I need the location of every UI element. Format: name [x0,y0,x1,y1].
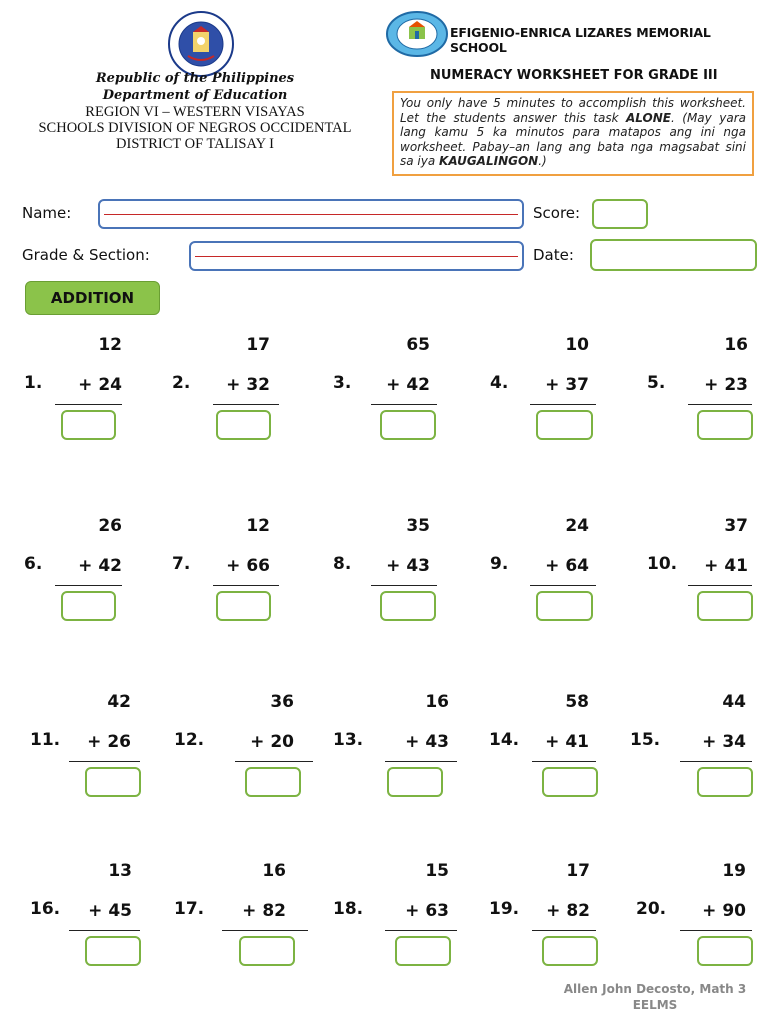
problem-number: 19. [489,899,520,919]
addend-bottom: + 42 [78,556,122,576]
answer-box[interactable] [536,591,593,621]
date-field[interactable] [590,239,757,271]
sum-line [688,404,752,405]
addend-top: 26 [98,516,122,536]
addend-bottom: + 43 [386,556,430,576]
sum-line [213,404,279,405]
addend-top: 65 [406,335,430,355]
sum-line [371,404,437,405]
addend-bottom: + 63 [405,901,449,921]
answer-box[interactable] [216,591,271,621]
republic-text: Republic of the Philippines [95,71,295,86]
header-left [20,70,370,152]
school-name: EFIGENIO-ENRICA LIZARES MEMORIAL SCHOOL [450,25,711,55]
addend-top: 58 [565,692,589,712]
region-text: REGION VI – WESTERN VISAYAS [85,104,305,120]
sum-line [235,761,313,762]
addend-bottom: + 34 [702,732,746,752]
addend-top: 17 [246,335,270,355]
addend-bottom: + 20 [250,732,294,752]
addend-bottom: + 41 [545,732,589,752]
addend-top: 19 [722,861,746,881]
answer-box[interactable] [697,591,753,621]
sum-line [680,930,752,931]
addend-bottom: + 45 [88,901,132,921]
addend-top: 44 [722,692,746,712]
addend-top: 13 [108,861,132,881]
addend-bottom: + 23 [704,375,748,395]
instruction-text-3: .) [538,154,547,169]
answer-box[interactable] [387,767,443,797]
problem-number: 9. [490,554,509,574]
problem-number: 17. [174,899,205,919]
sum-line [222,930,308,931]
problem-number: 20. [636,899,667,919]
problem-number: 16. [30,899,61,919]
problem-number: 15. [630,730,661,750]
addend-bottom: + 90 [702,901,746,921]
sum-line [688,585,752,586]
worksheet-title: NUMERACY WORKSHEET FOR GRADE III [430,68,718,83]
addend-bottom: + 43 [405,732,449,752]
sum-line [680,761,752,762]
answer-box[interactable] [380,591,436,621]
answer-box[interactable] [536,410,593,440]
instruction-box [392,91,754,176]
answer-box[interactable] [216,410,271,440]
problem-number: 7. [172,554,191,574]
sum-line [69,761,140,762]
author-credit [520,981,768,1013]
addend-top: 10 [565,335,589,355]
answer-box[interactable] [61,410,116,440]
problem-number: 12. [174,730,205,750]
addend-bottom: + 82 [546,901,590,921]
problem-number: 1. [24,373,43,393]
instruction-text: You only have 5 minutes to accomplish this worksheet. Let the students answer this task [400,96,746,125]
addend-bottom: + 66 [226,556,270,576]
addend-bottom: + 32 [226,375,270,395]
addend-bottom: + 82 [242,901,286,921]
sum-line [530,585,596,586]
answer-box[interactable] [239,936,295,966]
addend-top: 35 [406,516,430,536]
credit-line-2: EELMS [632,998,678,1012]
problem-number: 13. [333,730,364,750]
addend-bottom: + 42 [386,375,430,395]
district-text: DISTRICT OF TALISAY I [116,136,274,152]
addend-bottom: + 37 [545,375,589,395]
addend-bottom: + 64 [545,556,589,576]
score-field[interactable] [592,199,648,229]
instruction-bold-2: KAUGALINGON [439,154,539,169]
answer-box[interactable] [542,936,598,966]
problem-number: 5. [647,373,666,393]
instruction-bold: ALONE [626,110,671,125]
addend-top: 24 [565,516,589,536]
problem-number: 8. [333,554,352,574]
addend-top: 16 [262,861,286,881]
answer-box[interactable] [697,936,753,966]
answer-box[interactable] [697,767,753,797]
addend-bottom: + 24 [78,375,122,395]
addend-top: 17 [566,861,590,881]
problem-number: 14. [489,730,520,750]
name-label: Name: [22,204,72,222]
addition-section-button[interactable]: ADDITION [25,281,160,315]
addend-top: 16 [724,335,748,355]
deped-seal-logo [162,10,240,78]
sum-line [55,585,122,586]
division-text: SCHOOLS DIVISION OF NEGROS OCCIDENTAL [38,120,352,136]
sum-line [55,404,122,405]
addend-top: 12 [98,335,122,355]
sum-line [385,930,457,931]
sum-line [530,404,596,405]
sum-line [385,761,457,762]
addend-top: 15 [425,861,449,881]
grade-section-label: Grade & Section: [22,246,150,264]
instruction-text-2: . (May yara lang kamu 5 ka minutos para matapos ang ini nga worksheet. Pabay–an lang ang bata nga magsabat sini sa iya [400,110,746,169]
problem-number: 10. [647,554,678,574]
sum-line [69,930,140,931]
sum-line [532,930,596,931]
department-text: Department of Education [102,88,288,103]
score-label: Score: [533,204,581,222]
answer-box[interactable] [395,936,451,966]
sum-line [213,585,279,586]
answer-box[interactable] [380,410,436,440]
problem-number: 11. [30,730,61,750]
sum-line [371,585,437,586]
answer-box[interactable] [245,767,301,797]
answer-box[interactable] [85,936,141,966]
addend-top: 16 [425,692,449,712]
answer-box[interactable] [61,591,116,621]
name-field[interactable] [98,199,524,229]
school-seal-logo [385,10,449,58]
addend-top: 37 [724,516,748,536]
answer-box[interactable] [697,410,753,440]
problem-number: 3. [333,373,352,393]
grade-section-field[interactable] [189,241,524,271]
addend-bottom: + 41 [704,556,748,576]
date-label: Date: [533,246,574,264]
sum-line [532,761,596,762]
answer-box[interactable] [85,767,141,797]
problem-number: 4. [490,373,509,393]
problem-number: 2. [172,373,191,393]
problem-number: 6. [24,554,43,574]
addend-bottom: + 26 [87,732,131,752]
credit-line-1: Allen John Decosto, Math 3 [563,982,747,996]
addend-top: 12 [246,516,270,536]
addend-top: 36 [270,692,294,712]
problem-number: 18. [333,899,364,919]
answer-box[interactable] [542,767,598,797]
addend-top: 42 [107,692,131,712]
